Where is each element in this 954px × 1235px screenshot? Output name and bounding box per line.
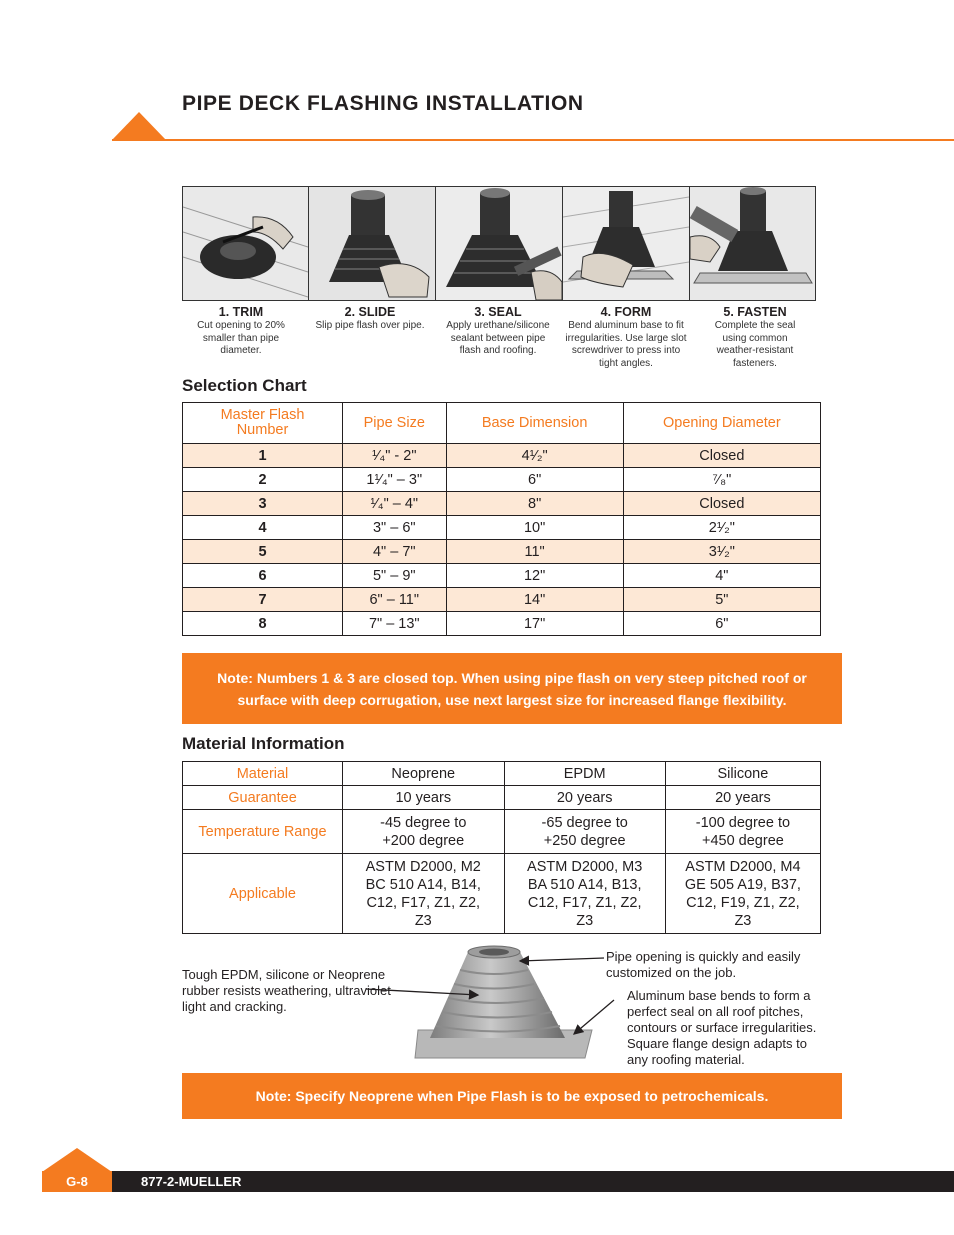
table-cell: Closed — [623, 444, 820, 468]
table-cell: 6" — [623, 612, 820, 636]
table-row — [183, 468, 821, 492]
table-cell: 4" — [623, 564, 820, 588]
table-cell: 6" — [446, 468, 623, 492]
step-form — [563, 305, 689, 370]
aluminum-base-callout: Aluminum base bends to form a perfect seal on all roof pitches, contours or surface irregularities. Square flange design adapts to any roofing material. — [627, 988, 817, 1067]
table-cell: ASTM D2000, M4 GE 505 A19, B37, C12, F19, Z1, Z2, Z3 — [665, 854, 820, 934]
table-row — [183, 612, 821, 636]
table-cell: 17" — [446, 612, 623, 636]
table-cell: -100 degree to +450 degree — [665, 810, 820, 854]
table-row — [183, 588, 821, 612]
pipe-opening-callout: Pipe opening is quickly and easily customized on the job. — [606, 949, 801, 980]
table-row — [183, 492, 821, 516]
step-title: 5. FASTEN — [723, 305, 787, 319]
table-cell: 12" — [446, 564, 623, 588]
step-description: Slip pipe flash over pipe. — [315, 320, 425, 331]
step-description: Bend aluminum base to fit irregularities. Use large slot screwdriver to press into tight angles. — [565, 320, 687, 369]
step-description: Cut opening to 20% smaller than pipe diameter. — [197, 320, 285, 356]
column-header: Opening Diameter — [623, 403, 820, 444]
column-header: Base Dimension — [446, 403, 623, 444]
table-header-row — [183, 762, 821, 786]
table-row — [183, 516, 821, 540]
page-number-tag: G-8 — [42, 1171, 112, 1192]
table-cell: 4¹⁄₂" — [446, 444, 623, 468]
step-fasten — [692, 305, 818, 370]
table-cell: 7" – 13" — [343, 612, 447, 636]
fasten-illustration — [690, 187, 815, 300]
header-rule — [112, 139, 954, 141]
selection-chart-heading: Selection Chart — [182, 376, 307, 395]
seal-illustration — [436, 187, 563, 300]
header-triangle — [112, 112, 166, 140]
step-slide — [307, 305, 433, 333]
table-cell: ASTM D2000, M2 BC 510 A14, B14, C12, F17, Z1, Z2, Z3 — [343, 854, 505, 934]
table-cell: 7 — [183, 588, 343, 612]
table-cell: 2¹⁄₂" — [623, 516, 820, 540]
column-header: Master Flash Number — [183, 403, 343, 444]
table-row — [183, 540, 821, 564]
aluminum-base-arrow — [574, 1000, 614, 1034]
table-cell: 8 — [183, 612, 343, 636]
step-title: 2. SLIDE — [344, 305, 396, 319]
step-title: 3. SEAL — [474, 305, 522, 319]
rubber-arrow — [366, 989, 478, 995]
table-cell: Closed — [623, 492, 820, 516]
column-header: Silicone — [665, 762, 820, 786]
table-row — [183, 854, 821, 934]
table-cell: 6 — [183, 564, 343, 588]
table-row — [183, 810, 821, 854]
row-label: Temperature Range — [183, 810, 343, 854]
column-header: Neoprene — [343, 762, 505, 786]
table-cell: 14" — [446, 588, 623, 612]
row-label: Material — [183, 762, 343, 786]
table-cell: 20 years — [665, 786, 820, 810]
table-cell: -65 degree to +250 degree — [504, 810, 665, 854]
material-information-heading: Material Information — [182, 734, 345, 753]
footer-phone: 877-2-MUELLER — [141, 1174, 242, 1189]
table-row — [183, 564, 821, 588]
table-cell: 5" – 9" — [343, 564, 447, 588]
table-cell: 6" – 11" — [343, 588, 447, 612]
trim-illustration — [183, 187, 309, 300]
column-header: Pipe Size — [343, 403, 447, 444]
table-cell: 1¹⁄₄" – 3" — [343, 468, 447, 492]
table-cell: 8" — [446, 492, 623, 516]
table-cell: ⁷⁄₈" — [623, 468, 820, 492]
step-title: 1. TRIM — [218, 305, 264, 319]
table-cell: ¹⁄₄" - 2" — [343, 444, 447, 468]
selection-chart-table — [182, 402, 821, 636]
step-description: Complete the seal using common weather-resistant fasteners. — [714, 320, 796, 369]
table-cell: 1 — [183, 444, 343, 468]
table-cell: 3 — [183, 492, 343, 516]
step-seal — [435, 305, 561, 358]
table-row — [183, 786, 821, 810]
table-cell: 4 — [183, 516, 343, 540]
column-header: EPDM — [504, 762, 665, 786]
closed-top-note — [182, 653, 842, 724]
pipe-opening-arrow — [520, 958, 604, 961]
note-text: Note: Numbers 1 & 3 are closed top. When using pipe flash on very steep pitched roof or surface with deep corrugation, use next largest size for increased flange flexibility. — [217, 669, 807, 708]
table-cell: 10 years — [343, 786, 505, 810]
step-trim — [178, 305, 304, 358]
table-cell: 5" — [623, 588, 820, 612]
step-description: Apply urethane/silicone sealant between pipe flash and roofing. — [446, 320, 550, 356]
table-row — [183, 444, 821, 468]
table-header-row — [183, 403, 821, 444]
table-cell: 10" — [446, 516, 623, 540]
rubber-callout: Tough EPDM, silicone or Neoprene rubber resists weathering, ultraviolet light and cracking. — [182, 967, 391, 1014]
table-cell: ASTM D2000, M3 BA 510 A14, B13, C12, F17, Z1, Z2, Z3 — [504, 854, 665, 934]
table-cell: 5 — [183, 540, 343, 564]
form-illustration — [563, 187, 690, 300]
step-title: 4. FORM — [600, 305, 652, 319]
footer-tab-triangle — [42, 1148, 112, 1172]
table-cell: 3¹⁄₂" — [623, 540, 820, 564]
row-label: Applicable — [183, 854, 343, 934]
installation-steps-strip — [182, 186, 816, 301]
table-cell: 11" — [446, 540, 623, 564]
callout-arrows — [360, 948, 620, 1038]
row-label: Guarantee — [183, 786, 343, 810]
slide-illustration — [309, 187, 436, 300]
table-cell: -45 degree to +200 degree — [343, 810, 505, 854]
table-cell: 20 years — [504, 786, 665, 810]
material-information-table — [182, 761, 821, 934]
table-cell: 2 — [183, 468, 343, 492]
table-cell: 4" – 7" — [343, 540, 447, 564]
neoprene-note: Note: Specify Neoprene when Pipe Flash is to be exposed to petrochemicals. — [182, 1073, 842, 1119]
table-cell: 3" – 6" — [343, 516, 447, 540]
table-cell: ¹⁄₄" – 4" — [343, 492, 447, 516]
page-title: PIPE DECK FLASHING INSTALLATION — [182, 92, 584, 115]
